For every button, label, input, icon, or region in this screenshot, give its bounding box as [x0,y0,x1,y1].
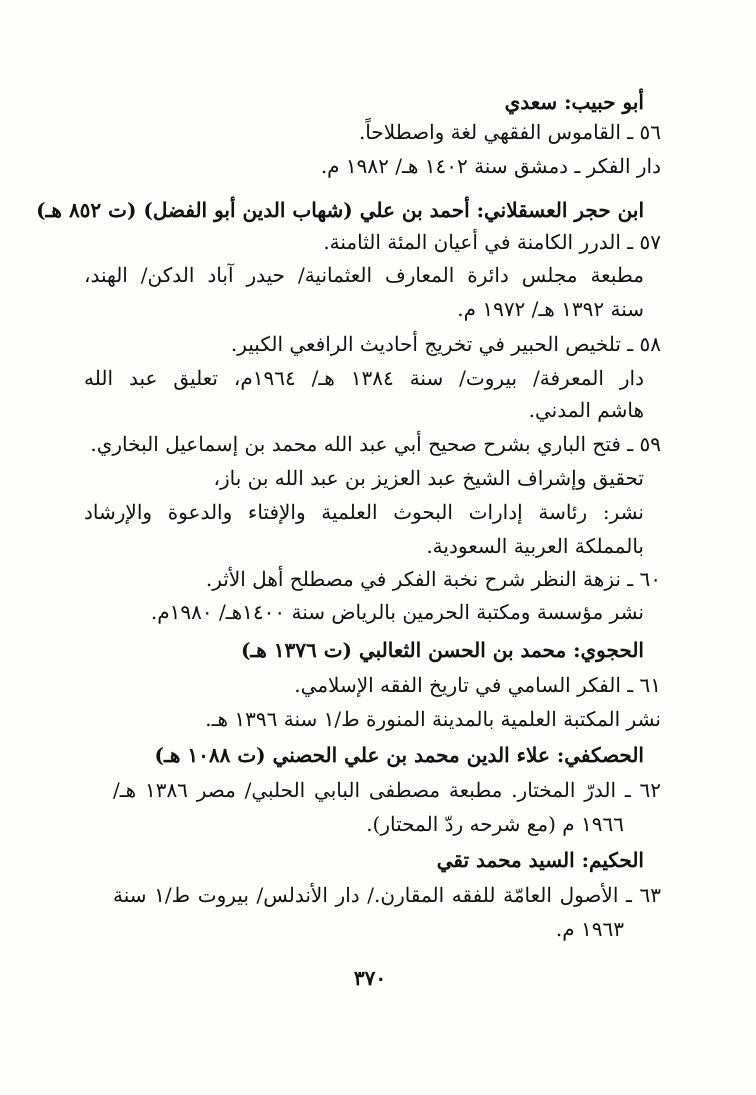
entry-57-title: ٥٧ ـ الدرر الكامنة في أعيان المئة الثامنة. [323,230,661,254]
entry-58-publisher: دار المعرفة/ بيروت/ سنة ١٣٨٤ هـ/ ١٩٦٤م، تعليق عبد الله [84,366,645,390]
author-heading-hakim: الحكيم: السيد محمد تقي [436,848,644,872]
entry-63-year: ١٩٦٣ م. [555,917,624,941]
entry-58-editor: هاشم المدني. [528,398,644,422]
entry-56-publisher: دار الفكر ـ دمشق سنة ١٤٠٢ هـ/ ١٩٨٢ م. [320,154,661,178]
entry-60-title: ٦٠ ـ نزهة النظر شرح نخبة الفكر في مصطلح أهل الأثر. [205,567,661,591]
entry-62-title: ٦٢ ـ الدرّ المختار. مطبعة مصطفى البابي الحلبي/ مصر ١٣٨٦ هـ/ [113,778,661,802]
entry-59-editor: تحقيق وإشراف الشيخ عبد العزيز بن عبد الله بن باز، [213,466,644,490]
entry-60-publisher: نشر مؤسسة ومكتبة الحرمين بالرياض سنة ١٤٠٠هـ/ ١٩٨٠م. [150,600,644,624]
entry-57-year: سنة ١٣٩٢ هـ/ ١٩٧٢ م. [457,297,644,321]
entry-61-title: ٦١ ـ الفكر السامي في تاريخ الفقه الإسلامي. [294,673,661,697]
entry-57-publisher: مطبعة مجلس دائرة المعارف العثمانية/ حيدر آباد الدكن/ الهند، [84,263,644,287]
entry-58-title: ٥٨ ـ تلخيص الحبير في تخريج أحاديث الرافعي الكبير. [230,332,661,356]
author-heading-hajawi: الحجوي: محمد بن الحسن الثعالبي (ت ١٣٧٦ هـ) [240,638,644,662]
author-heading-haskafi: الحصكفي: علاء الدين محمد بن علي الحصني (ت ١٠٨٨ هـ) [154,743,644,767]
entry-59-title: ٥٩ ـ فتح الباري بشرح صحيح أبي عبد الله محمد بن إسماعيل البخاري. [90,432,661,456]
page-number: ٣٧٠ [353,966,387,990]
entry-62-note: ١٩٦٦ م (مع شرحه ردّ المحتار). [366,812,624,836]
author-heading-ibn-hajar: ابن حجر العسقلاني: أحمد بن علي (شهاب الدين أبو الفضل) (ت ٨٥٢ هـ) [36,198,644,222]
author-heading-abu-habib: أبو حبيب: سعدي [504,90,644,114]
entry-56-title: ٥٦ ـ القاموس الفقهي لغة واصطلاحاً. [358,120,661,144]
entry-59-publisher-cont: بالمملكة العربية السعودية. [426,534,644,558]
entry-59-publisher: نشر: رئاسة إدارات البحوث العلمية والإفتاء والدعوة والإرشاد [84,500,644,524]
entry-63-title: ٦٣ ـ الأصول العامّة للفقه المقارن./ دار الأندلس/ بيروت ط/١ سنة [113,883,661,907]
entry-61-publisher: نشر المكتبة العلمية بالمدينة المنورة ط/١ سنة ١٣٩٦ هـ. [205,707,661,731]
